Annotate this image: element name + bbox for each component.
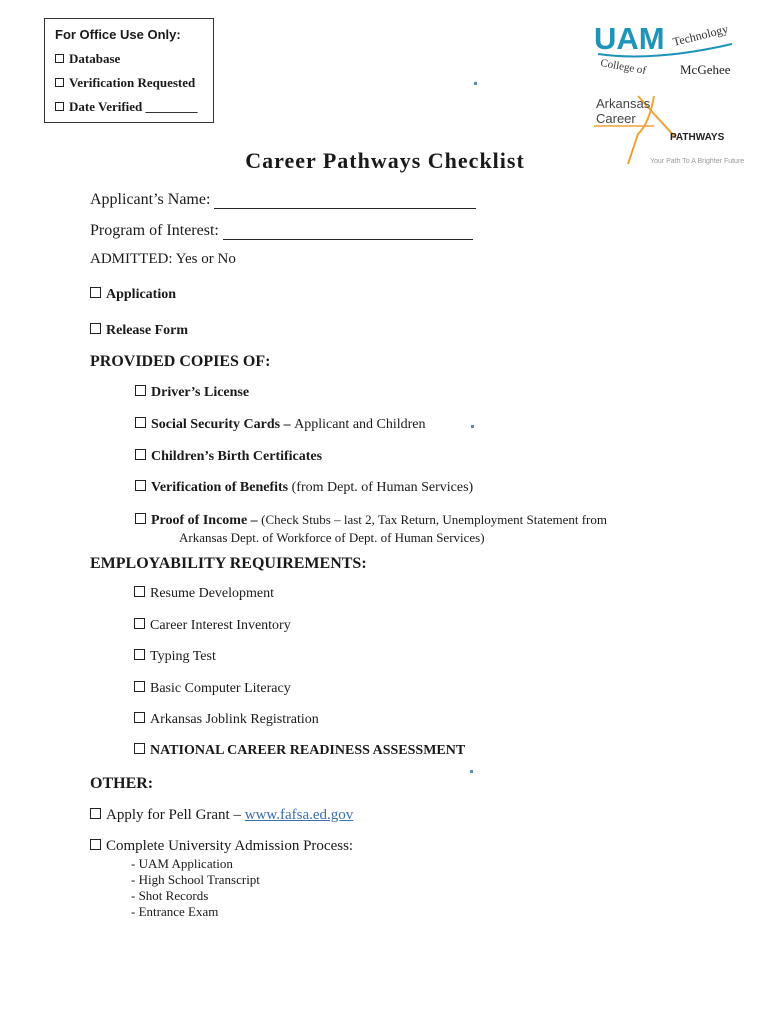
applicant-name-field xyxy=(90,191,476,209)
program-label: Program of Interest: xyxy=(90,222,219,239)
office-item-database: Database xyxy=(55,51,203,67)
scan-speck xyxy=(474,82,477,85)
checkbox[interactable] xyxy=(90,323,101,334)
applicant-name-label: Applicant’s Name: xyxy=(90,191,211,208)
checkbox[interactable] xyxy=(134,649,145,660)
check-ncra: NATIONAL CAREER READINESS ASSESSMENT xyxy=(134,743,465,759)
applicant-name-input[interactable] xyxy=(214,196,476,209)
uam-logo-campus: McGehee xyxy=(680,62,731,77)
employability-heading: EMPLOYABILITY REQUIREMENTS: xyxy=(90,555,367,572)
acp-logo-line2: Career xyxy=(596,111,636,126)
check-typing-test: Typing Test xyxy=(134,649,216,665)
office-item-verification: Verification Requested xyxy=(55,75,203,91)
office-use-title: For Office Use Only: xyxy=(55,27,181,42)
subitem-shot-records: - Shot Records xyxy=(131,888,209,903)
copies-heading: PROVIDED COPIES OF: xyxy=(90,353,271,370)
subitem-entrance-exam: - Entrance Exam xyxy=(131,904,219,919)
checkbox[interactable] xyxy=(90,839,101,850)
check-application: Application xyxy=(90,287,176,303)
check-proof-of-income: Proof of Income – (Check Stubs – last 2, Tax Return, Unemployment Statement from xyxy=(135,512,607,529)
checkbox[interactable] xyxy=(135,385,146,396)
subitem-transcript: - High School Transcript xyxy=(131,872,260,887)
program-field xyxy=(90,222,473,240)
office-item-date-verified: Date Verified ________ xyxy=(55,99,203,115)
check-verification-benefits: Verification of Benefits (from Dept. of Human Services) xyxy=(135,480,473,496)
other-heading: OTHER: xyxy=(90,775,154,792)
check-pell-grant: Apply for Pell Grant – www.fafsa.ed.gov xyxy=(90,807,353,824)
checkbox[interactable] xyxy=(135,417,146,428)
uam-logo-technology: Technology xyxy=(671,22,730,49)
checkbox[interactable] xyxy=(134,618,145,629)
admitted-line: ADMITTED: Yes or No xyxy=(90,251,236,267)
acp-logo-line1: Arkansas xyxy=(596,96,651,111)
checkbox[interactable] xyxy=(55,102,64,111)
income-continuation: Arkansas Dept. of Workforce of Dept. of Human Services) xyxy=(179,530,485,545)
checkbox[interactable] xyxy=(134,586,145,597)
check-birth-certificates: Children’s Birth Certificates xyxy=(135,449,322,465)
checkbox[interactable] xyxy=(134,681,145,692)
checkbox[interactable] xyxy=(135,480,146,491)
check-joblink: Arkansas Joblink Registration xyxy=(134,712,319,728)
checkbox[interactable] xyxy=(134,712,145,723)
scan-speck xyxy=(471,425,474,428)
checkbox[interactable] xyxy=(134,743,145,754)
fafsa-link[interactable]: www.fafsa.ed.gov xyxy=(244,807,354,823)
uam-logo xyxy=(594,22,734,82)
checkbox[interactable] xyxy=(55,54,64,63)
office-use-box xyxy=(44,18,214,123)
check-release-form: Release Form xyxy=(90,323,188,339)
checkbox[interactable] xyxy=(55,78,64,87)
acp-logo-line3: PATHWAYS xyxy=(670,132,725,143)
check-admission: Complete University Admission Process: xyxy=(90,838,353,855)
subitem-uam-application: - UAM Application xyxy=(131,856,233,871)
check-computer-literacy: Basic Computer Literacy xyxy=(134,681,291,697)
scan-speck xyxy=(470,770,473,773)
checkbox[interactable] xyxy=(90,287,101,298)
checkbox[interactable] xyxy=(135,449,146,460)
checkbox[interactable] xyxy=(135,513,146,524)
uam-logo-main: UAM xyxy=(594,22,665,56)
acp-logo-tagline: Your Path To A Brighter Future xyxy=(650,158,745,165)
check-social-security: Social Security Cards – Applicant and Children xyxy=(135,417,426,433)
checkbox[interactable] xyxy=(90,808,101,819)
check-resume: Resume Development xyxy=(134,586,274,602)
check-career-interest: Career Interest Inventory xyxy=(134,618,291,634)
page-title: Career Pathways Checklist xyxy=(245,148,525,173)
program-input[interactable] xyxy=(223,227,473,240)
uam-logo-college: College of xyxy=(599,57,648,77)
check-drivers-license: Driver’s License xyxy=(135,385,249,401)
